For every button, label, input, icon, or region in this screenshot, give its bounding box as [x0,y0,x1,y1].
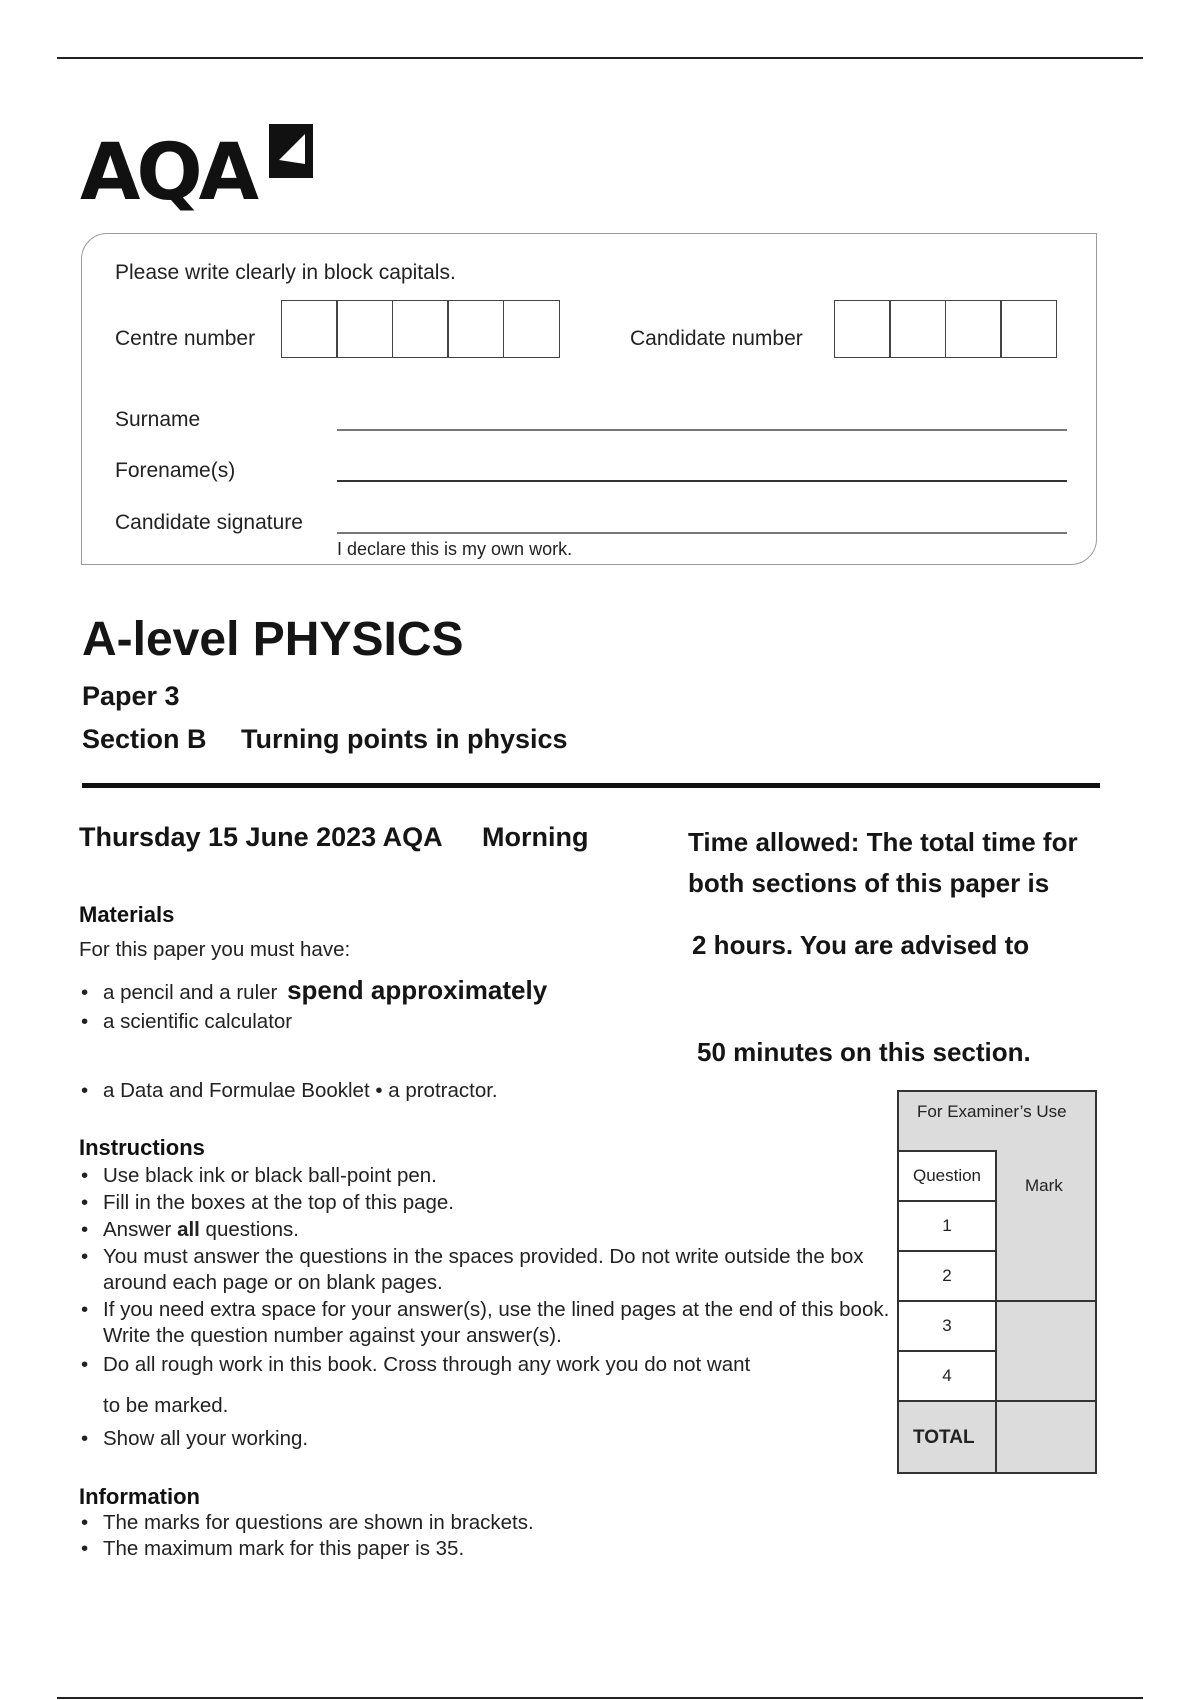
candidate-details-box [81,233,1097,565]
question-cell [897,1350,997,1402]
centre-number-digit[interactable] [281,300,338,358]
page-title: A-level PHYSICS [82,613,464,666]
information-item [79,1536,779,1562]
question-number: 2 [942,1266,952,1285]
instruction-text: You must answer the questions in the spaces provided. Do not write outside the box around each page or on blank pages. [103,1245,864,1294]
time-allowed-line: both sections of this paper is [688,868,1050,898]
candidate-number-digit[interactable] [834,300,891,358]
forenames-field[interactable] [337,480,1067,482]
materials-intro: For this paper you must have: [79,938,351,961]
logo-text: AQA [80,128,256,218]
signature-label: Candidate signature [115,511,303,534]
forenames-label: Forename(s) [115,459,236,482]
mark-column-header: Mark [1025,1176,1063,1195]
information-text: The marks for questions are shown in brackets. [103,1511,534,1534]
paper-number: Paper 3 [82,681,180,711]
aqa-logo [80,112,317,218]
heading-divider [82,783,1100,788]
total-row-divider [897,1400,1097,1402]
candidate-number-boxes[interactable] [835,300,1057,358]
centre-number-digit[interactable] [447,300,504,358]
total-cell-divider [995,1400,997,1474]
materials-item: • a Data and Formulae Booklet • a protractor. [81,1079,498,1102]
bottom-rule [57,1697,1143,1699]
question-number: 4 [942,1366,952,1385]
top-rule [57,57,1143,59]
declaration-text: I declare this is my own work. [337,539,573,559]
instruction-continuation: to be marked. [103,1394,229,1417]
mark-row-divider [995,1300,1097,1302]
materials-item: • a scientific calculator [81,1010,293,1033]
information-text: The maximum mark for this paper is 35. [103,1537,465,1560]
instruction-text: If you need extra space for your answer(s), use the lined pages at the end of this book. Write the question number against your answer(s). [103,1298,890,1347]
centre-number-digit[interactable] [503,300,560,358]
surname-label: Surname [115,408,201,431]
block-capitals-instruction: Please write clearly in block capitals. [115,261,456,284]
section-topic: Turning points in physics [241,724,568,754]
instruction-emphasis: all [177,1218,200,1241]
candidate-number-digit[interactable] [1000,300,1057,358]
centre-number-label: Centre number [115,327,256,350]
examiner-table-heading: For Examiner’s Use [917,1102,1067,1121]
question-number: 1 [942,1216,952,1235]
instruction-item [79,1297,899,1349]
instruction-item: • Show all your working. [81,1427,309,1450]
question-number: 3 [942,1316,952,1335]
instruction-text: Answer [103,1218,178,1241]
exam-date: Thursday 15 June 2023 AQA [79,822,443,852]
instruction-item [79,1352,899,1378]
question-header-text: Question [912,1166,982,1185]
information-list [79,1510,779,1562]
time-allowed-line: 50 minutes on this section. [697,1037,1031,1067]
question-cell [897,1200,997,1252]
total-label: TOTAL [913,1427,975,1448]
information-item [79,1510,779,1536]
centre-number-digit[interactable] [392,300,449,358]
instruction-item [79,1163,899,1189]
instruction-text: Use black ink or black ball-point pen. [103,1164,437,1187]
surname-field[interactable] [337,429,1067,431]
instruction-item [79,1244,899,1296]
candidate-number-label: Candidate number [630,327,803,350]
instructions-list [79,1163,899,1384]
instruction-text: Fill in the boxes at the top of this page. [103,1191,454,1214]
question-cell [897,1250,997,1302]
time-allowed [688,822,1078,904]
materials-item-text: a scientific calculator [103,1010,293,1033]
information-heading: Information [79,1484,200,1509]
instruction-item [79,1190,899,1216]
centre-number-digit[interactable] [336,300,393,358]
instructions-heading: Instructions [79,1135,205,1160]
centre-number-boxes[interactable] [282,300,560,358]
time-allowed-line: Time allowed: The total time for [688,827,1078,857]
instruction-text: questions. [199,1218,300,1241]
instruction-text: Show all your working. [103,1427,309,1450]
materials-item-text: a Data and Formulae Booklet • a protractor. [103,1079,498,1102]
materials-item-text: a pencil and a ruler [103,981,278,1004]
logo-flag-icon [265,120,317,182]
instruction-text: Do all rough work in this book. Cross through any work you do not want [103,1353,751,1376]
section-label: Section B [82,724,207,754]
candidate-number-digit[interactable] [945,300,1002,358]
materials-item: • a pencil and a ruler spend approximately [81,975,548,1005]
time-allowed-line: 2 hours. You are advised to [692,930,1030,960]
time-allowed-line: spend approximately [287,975,548,1005]
signature-field[interactable] [337,532,1067,534]
question-column-header [897,1150,997,1202]
candidate-number-digit[interactable] [889,300,946,358]
question-cell [897,1300,997,1352]
instruction-item [79,1217,899,1243]
exam-session: Morning [482,822,589,852]
materials-heading: Materials [79,902,175,927]
